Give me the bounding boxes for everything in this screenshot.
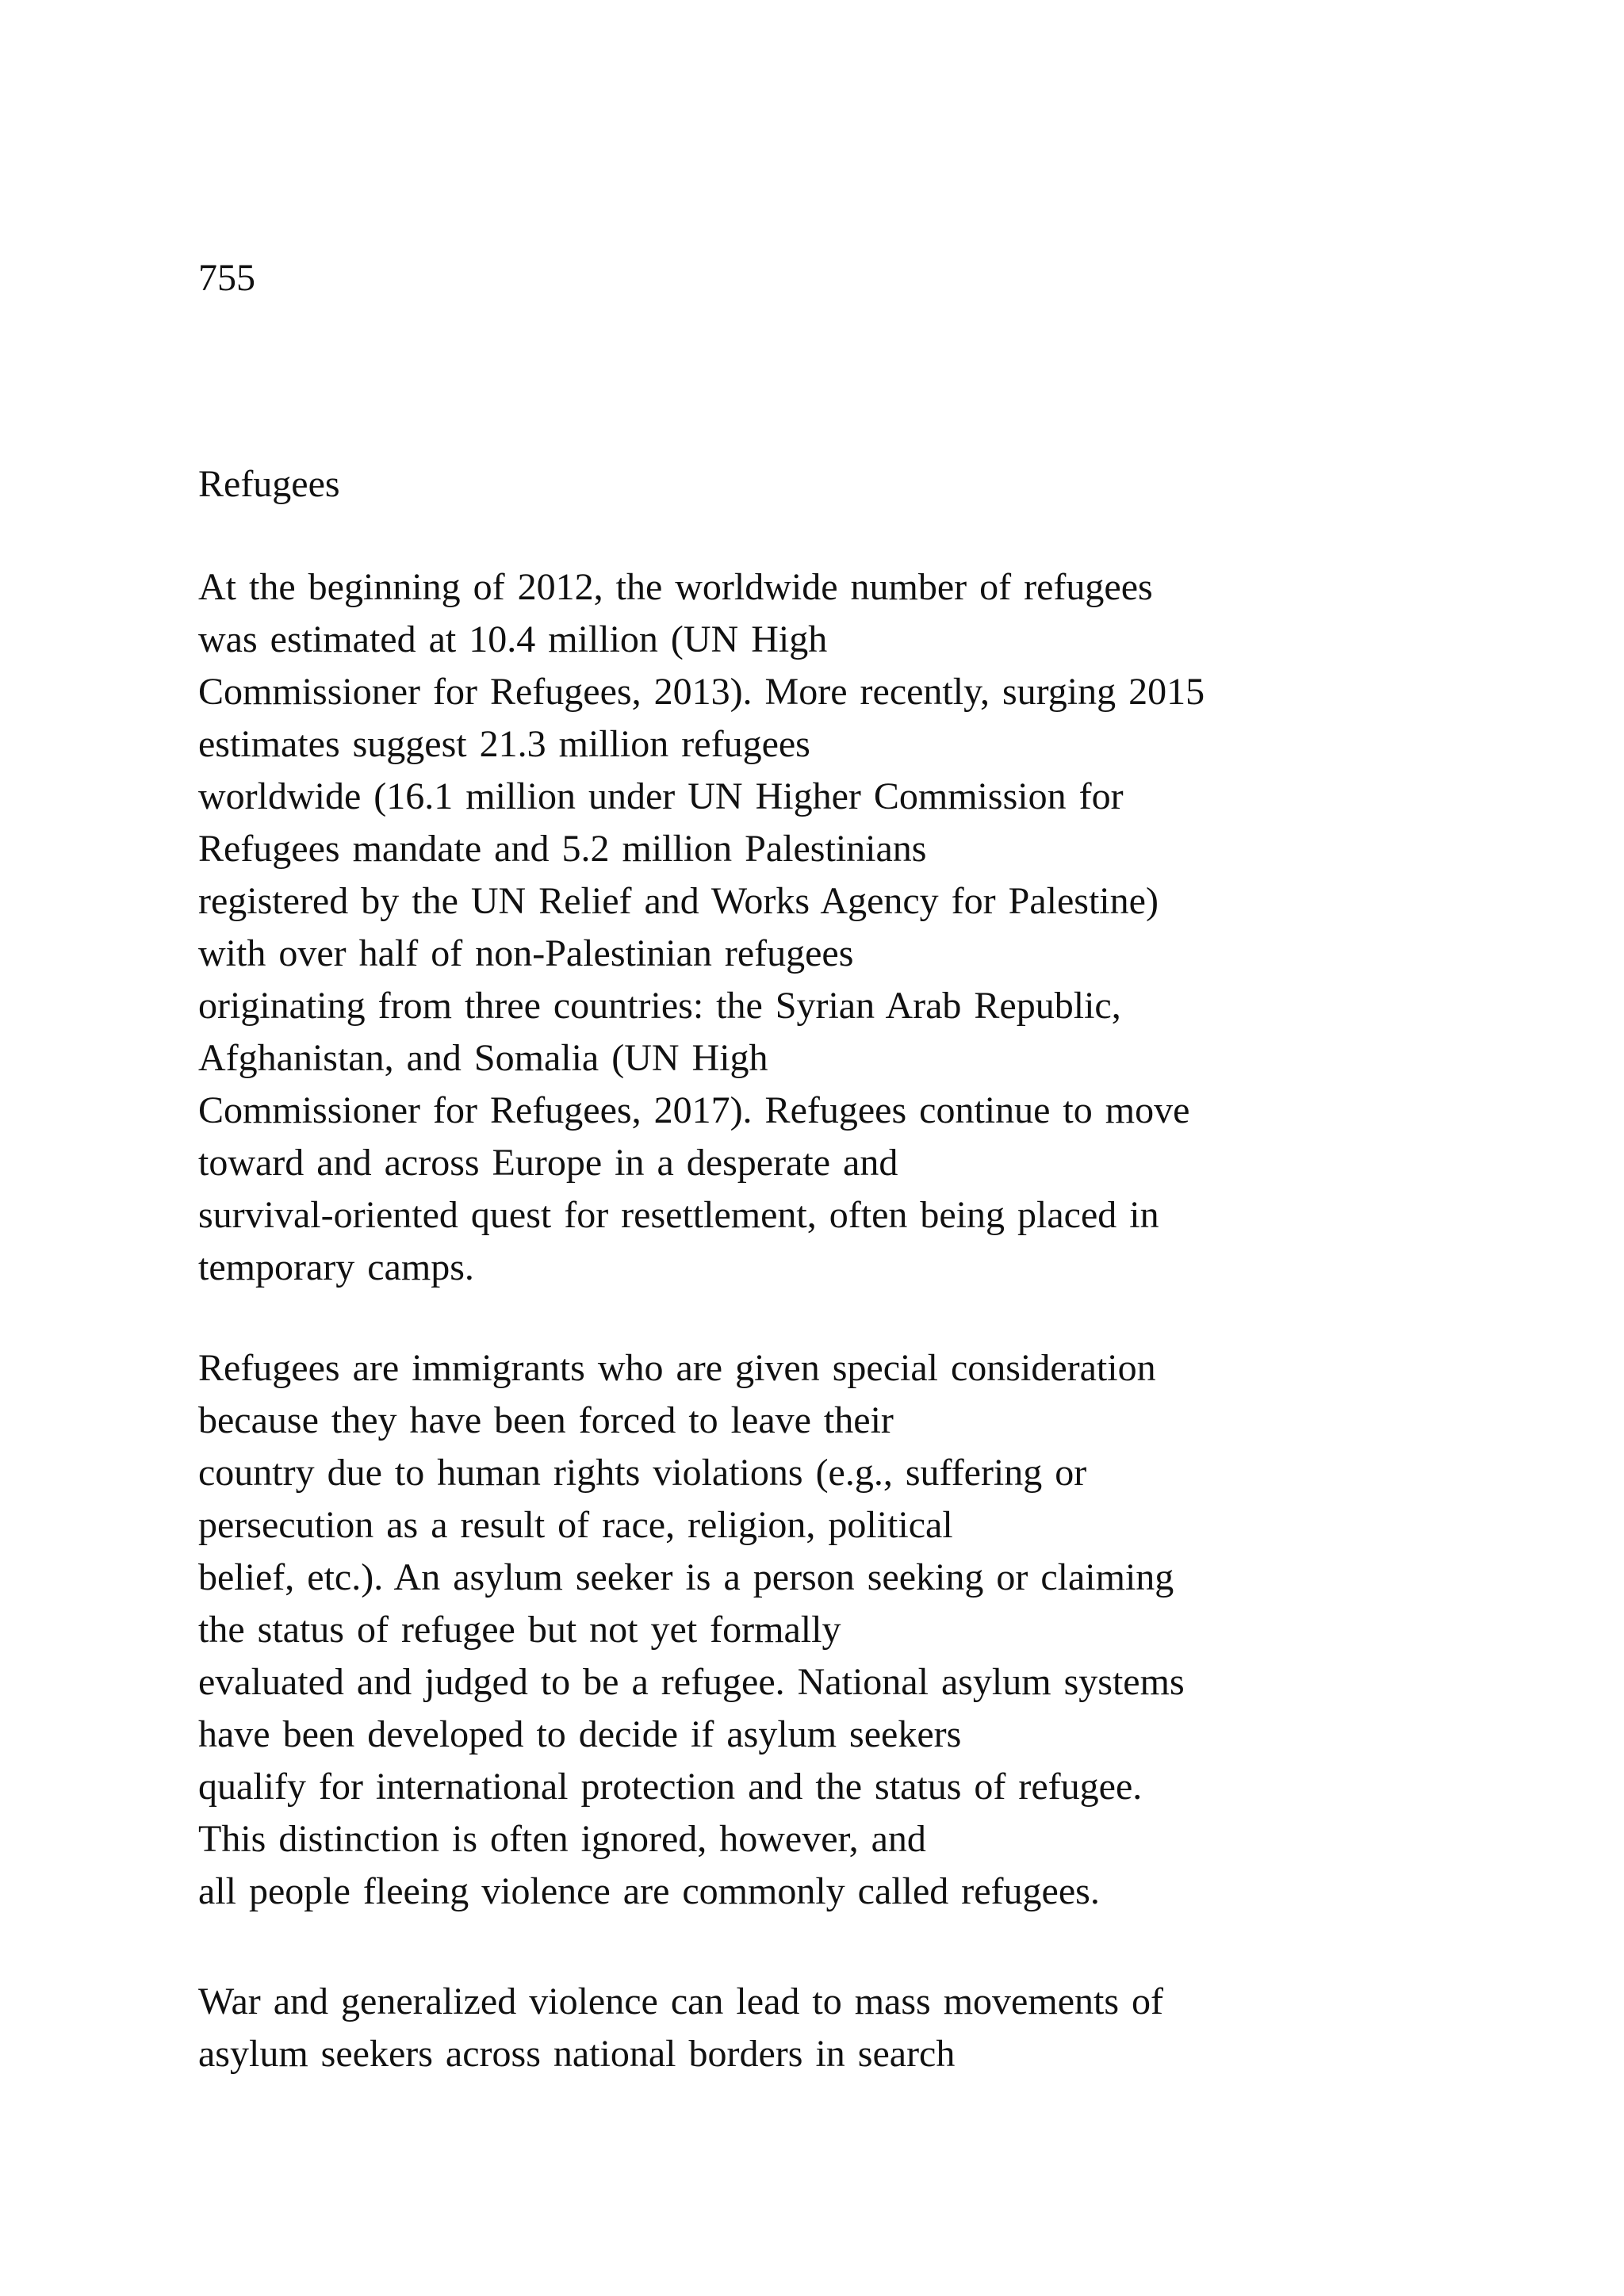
text-line: asylum seekers across national borders in search (198, 2033, 956, 2075)
text-line: survival-oriented quest for resettlement, often being placed in (198, 1194, 1159, 1236)
text-line: registered by the UN Relief and Works Agency for Palestine) (198, 880, 1159, 922)
text-line: At the beginning of 2012, the worldwide number of refugees (198, 566, 1153, 608)
text-line: War and generalized violence can lead to mass movements of (198, 1980, 1163, 2022)
paragraph-refugee-definition (198, 1342, 1594, 1918)
text-line: Afghanistan, and Somalia (UN High (198, 1037, 768, 1079)
text-line: evaluated and judged to be a refugee. National asylum systems (198, 1661, 1185, 1703)
section-heading: Refugees (198, 463, 340, 505)
text-line: country due to human rights violations (e.g., suffering or (198, 1452, 1087, 1494)
text-line: Refugees mandate and 5.2 million Palestinians (198, 828, 927, 870)
text-line: estimates suggest 21.3 million refugees (198, 723, 810, 765)
text-line: qualify for international protection and the status of refugee. (198, 1766, 1143, 1808)
paragraph-refugee-statistics (198, 561, 1594, 1294)
text-line: toward and across Europe in a desperate and (198, 1142, 898, 1184)
text-line: all people fleeing violence are commonly called refugees. (198, 1870, 1100, 1912)
text-line: persecution as a result of race, religion, political (198, 1504, 953, 1546)
text-line: because they have been forced to leave their (198, 1399, 894, 1441)
text-line: was estimated at 10.4 million (UN High (198, 618, 828, 660)
text-line: originating from three countries: the Syrian Arab Republic, (198, 985, 1121, 1027)
text-line: Commissioner for Refugees, 2013). More recently, surging 2015 (198, 671, 1205, 713)
text-line: with over half of non-Palestinian refugees (198, 932, 854, 974)
text-line: have been developed to decide if asylum seekers (198, 1713, 962, 1755)
page-number: 755 (198, 257, 255, 299)
text-line: worldwide (16.1 million under UN Higher Commission for (198, 775, 1124, 817)
text-line: the status of refugee but not yet formally (198, 1609, 841, 1651)
text-line: belief, etc.). An asylum seeker is a person seeking or claiming (198, 1556, 1174, 1598)
text-line: Commissioner for Refugees, 2017). Refugees continue to move (198, 1089, 1190, 1131)
text-line: This distinction is often ignored, however, and (198, 1818, 926, 1860)
paragraph-war-violence (198, 1976, 1594, 2080)
text-line: Refugees are immigrants who are given special consideration (198, 1347, 1156, 1389)
text-line: temporary camps. (198, 1246, 474, 1288)
